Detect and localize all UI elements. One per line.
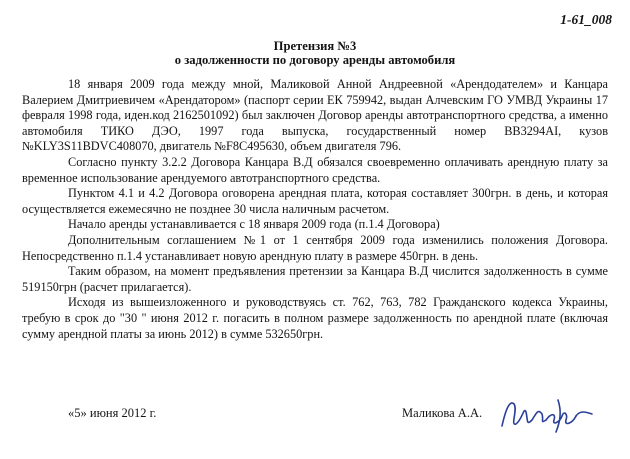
paragraph-debt: Таким образом, на момент предъявления претензии за Канцара В.Д числится задолженность в сумме 519150грн (расчет прилагается). (22, 264, 608, 294)
paragraph-agreement: 18 января 2009 года между мной, Маликовой Анной Андреевной «Арендодателем» и Канцара Валерием Дмитриевичем «Арендатором» (паспорт серии ЕК 759942, выдан Алчевским ГО УМВД Украины 17 февраля 1998 года, иден.код 2162501092) был заключен Договор аренды автотранспортного средства, а именно автомобиля ТИКО ДЭО, 1997 года выпуска, государственный номер ВВ3294АI, кузов №KLY3S11BDVC408070, двигатель №F8C495630, объем двигателя 796. (22, 77, 608, 154)
document-title: Претензия №3 (273, 39, 357, 53)
document-subtitle: о задолженности по договору аренды автомобиля (174, 53, 456, 67)
paragraph-obligation: Согласно пункту 3.2.2 Договора Канцара В.Д обязался своевременно оплачивать арендную плату за временное использование арендуемого автотранспортного средства. (22, 154, 608, 185)
document-body (22, 77, 608, 342)
document-id: 1-61_008 (560, 12, 612, 27)
signature-block (0, 400, 630, 440)
document-date: «5» июня 2012 г. (68, 406, 157, 420)
paragraph-demand: Исходя из вышеизложенного и руководствуясь ст. 762, 763, 782 Гражданского кодекса Украины, требую в срок до "30 " июня 2012 г. погасить в полном размере задолженность по арендной плате (включая сумму арендной платы за июнь 2012) в сумме 532650грн. (22, 295, 608, 341)
paragraph-rent-start: Начало аренды устанавливается с 18 января 2009 года (п.1.4 Договора) (68, 217, 440, 232)
signer-name: Маликова А.А. (402, 406, 483, 420)
paragraph-rent-terms: Пунктом 4.1 и 4.2 Договора оговорена арендная плата, которая составляет 300грн. в день, и которая осуществляется ежемесячно не позднее 30 числа наличным расчетом. (22, 186, 608, 216)
paragraph-amendment: Дополнительным соглашением №1 от 1 сентября 2009 года изменились положения Договора. Непосредственно п.1.4 устанавливает новую арендную плату в размере 450грн. в день. (22, 232, 608, 263)
handwritten-signature (496, 392, 596, 436)
